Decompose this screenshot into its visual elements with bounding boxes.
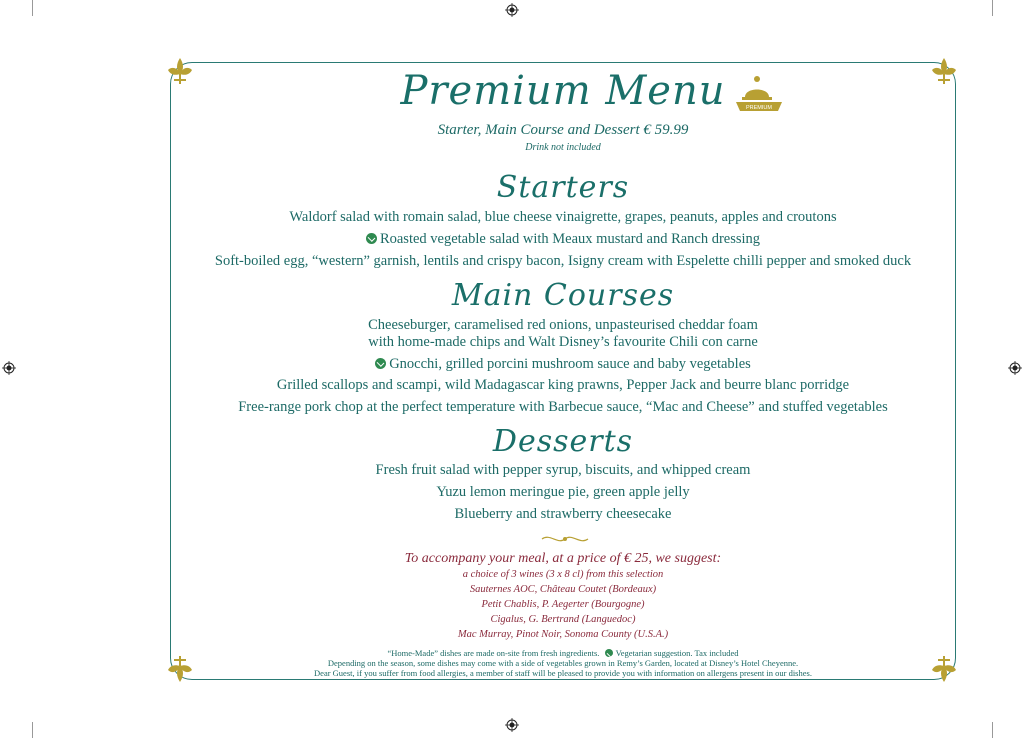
main-item: Cheeseburger, caramelised red onions, unpasteurised cheddar foam (368, 317, 758, 333)
main-item: Grilled scallops and scampi, wild Madagascar king prawns, Pepper Jack and beurre blanc porridge (276, 377, 850, 393)
main-item (170, 356, 956, 373)
desserts-title: Desserts (492, 424, 634, 459)
vegetarian-note: Vegetarian suggestion. Tax included (615, 648, 739, 658)
vegetarian-icon (605, 649, 613, 657)
divider-ornament-icon (540, 533, 590, 545)
registration-mark-icon (2, 361, 16, 375)
starters-title: Starters (496, 170, 630, 205)
main-item: with home-made chips and Walt Disney’s favourite Chili con carne (368, 334, 758, 350)
starter-item (170, 231, 956, 248)
menu-title: Premium Menu (400, 68, 726, 114)
crop-mark (32, 722, 33, 738)
crop-mark (32, 0, 33, 16)
starter-item: Soft-boiled egg, “western” garnish, lentils and crispy bacon, Isigny cream with Espelette chilli pepper and smoked duck (214, 253, 912, 269)
registration-mark-icon (505, 3, 519, 17)
footer-line: Dear Guest, if you suffer from food allergies, a member of staff will be pleased to provide you with information on allergens present in our dishes. (314, 668, 812, 678)
wine-line: Mac Murray, Pinot Noir, Sonoma County (U.S.A.) (457, 629, 669, 640)
main-courses-title: Main Courses (451, 278, 675, 313)
dessert-item: Blueberry and strawberry cheesecake (454, 506, 672, 522)
main-item: Free-range pork chop at the perfect temperature with Barbecue sauce, “Mac and Cheese” and stuffed vegetables (238, 399, 888, 415)
menu-price-line: Starter, Main Course and Dessert € 59.99 (437, 122, 689, 138)
registration-mark-icon (1008, 361, 1022, 375)
crop-mark (992, 0, 993, 16)
wine-suggestion-heading: To accompany your meal, at a price of € 25, we suggest: (404, 551, 722, 566)
main-item-label: Gnocchi, grilled porcini mushroom sauce and baby vegetables (389, 356, 751, 372)
wine-line: Sauternes AOC, Château Coutet (Bordeaux) (469, 584, 657, 595)
wine-line: Petit Chablis, P. Aegerter (Bourgogne) (481, 599, 645, 610)
registration-mark-icon (505, 718, 519, 732)
footer-line: Depending on the season, some dishes may come with a side of vegetables grown in Remy’s Garden, located at Disney’s Hotel Cheyenne. (327, 658, 799, 668)
wine-line: Cigalus, G. Bertrand (Languedoc) (490, 614, 636, 625)
drink-note: Drink not included (525, 142, 601, 153)
starter-item: Waldorf salad with romain salad, blue cheese vinaigrette, grapes, peanuts, apples and croutons (289, 209, 837, 225)
vegetarian-icon (375, 358, 386, 369)
badge-label: PREMIUM (746, 105, 772, 111)
homemade-note: “Home-Made” dishes are made on-site from fresh ingredients. (387, 648, 600, 658)
footer-line (170, 648, 956, 658)
dessert-item: Fresh fruit salad with pepper syrup, biscuits, and whipped cream (375, 462, 751, 478)
premium-cloche-badge-icon (736, 73, 782, 113)
wine-line: a choice of 3 wines (3 x 8 cl) from this selection (462, 569, 664, 580)
vegetarian-icon (366, 233, 377, 244)
crop-mark (992, 722, 993, 738)
dessert-item: Yuzu lemon meringue pie, green apple jelly (436, 484, 690, 500)
starter-item-label: Roasted vegetable salad with Meaux mustard and Ranch dressing (379, 231, 761, 247)
